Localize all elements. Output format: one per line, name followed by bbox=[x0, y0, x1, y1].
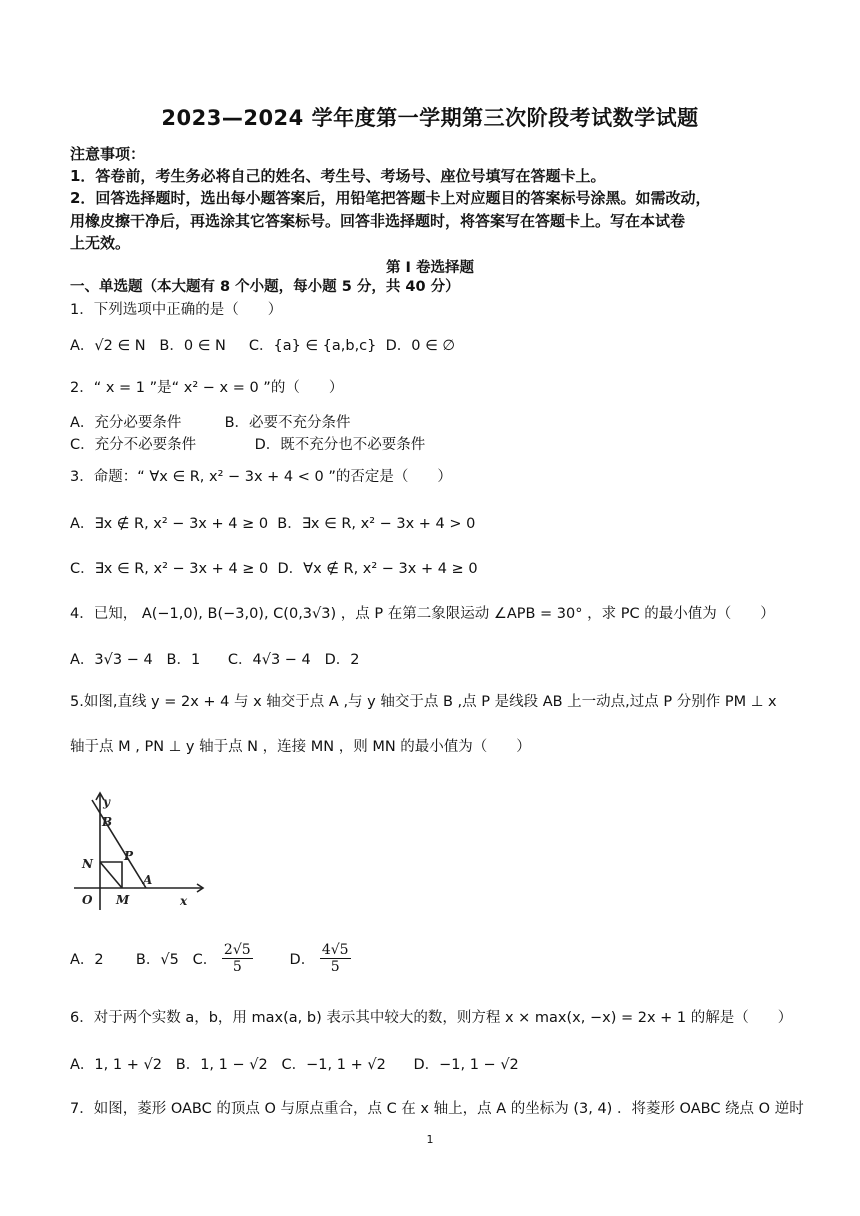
q5-stem-line2: 轴于点 M , PN ⊥ y 轴于点 N ，连接 MN ，则 MN 的最小值为（ ） bbox=[70, 739, 531, 755]
q4-option-c: C．4√3 − 4 bbox=[227, 652, 311, 668]
notice-item-1: 1．答卷前，考生务必将自己的姓名、考生号、考场号、座位号填写在答题卡上。 bbox=[70, 167, 606, 185]
part-heading: 一、单选题（本大题有 8 个小题，每小题 5 分，共 40 分） bbox=[70, 279, 460, 295]
q3-stem: 3．命题：“ ∀x ∈ R, x² − 3x + 4 < 0 ”的否定是（ ） bbox=[70, 469, 452, 485]
q5-option-b: B．√5 bbox=[135, 952, 179, 968]
q1-option-a: A．√2 ∈ N bbox=[70, 338, 146, 354]
q3-option-c: C．∃x ∈ R, x² − 3x + 4 ≥ 0 bbox=[70, 561, 269, 577]
q3-options-row1 bbox=[70, 512, 475, 533]
q5-option-d-label: D． bbox=[289, 952, 316, 968]
label-m: M bbox=[116, 893, 130, 907]
q3-option-a: A．∃x ∉ R, x² − 3x + 4 ≥ 0 bbox=[70, 516, 269, 532]
q5-option-d-denominator: 5 bbox=[330, 959, 340, 975]
label-a: A bbox=[143, 873, 153, 887]
q6-option-c: C．−1, 1 + √2 bbox=[281, 1057, 386, 1073]
q2-option-d: D．既不充分也不必要条件 bbox=[254, 437, 426, 453]
q4-options bbox=[70, 648, 360, 669]
q5-figure bbox=[72, 788, 212, 913]
q1-options bbox=[70, 334, 455, 355]
notice-item-2a: 2．回答选择题时，选出每小题答案后，用铅笔把答题卡上对应题目的答案标号涂黑。如需改动， bbox=[70, 189, 711, 207]
q6-option-a: A．1, 1 + √2 bbox=[70, 1057, 162, 1073]
q3-option-b: B．∃x ∈ R, x² − 3x + 4 > 0 bbox=[277, 516, 476, 532]
q5-options bbox=[70, 942, 351, 975]
segment-mn bbox=[100, 862, 122, 888]
q1-option-c: C．{a} ∈ {a,b,c} bbox=[248, 338, 377, 354]
q6-options bbox=[70, 1053, 519, 1074]
notice-item-2c: 上无效。 bbox=[70, 234, 131, 252]
q1-option-b: B．0 ∈ N bbox=[159, 338, 226, 354]
notice-item-2b: 用橡皮擦干净后，再选涂其它答案标号。回答非选择题时，将答案写在答题卡上。写在本试卷 bbox=[70, 212, 686, 230]
q5-option-d-fraction bbox=[320, 942, 351, 975]
notice-heading: 注意事项： bbox=[70, 145, 146, 163]
q2-options-row2 bbox=[70, 433, 425, 454]
q1-stem: 1．下列选项中正确的是（ ） bbox=[70, 302, 283, 318]
q5-stem-line1: 5.如图,直线 y = 2x + 4 与 x 轴交于点 A ,与 y 轴交于点 B ,点 P 是线段 AB 上一动点,过点 P 分别作 PM ⊥ x bbox=[70, 694, 777, 710]
exam-title: 2023—2024 学年度第一学期第三次阶段考试数学试题 bbox=[161, 106, 699, 130]
q4-option-b: B．1 bbox=[166, 652, 201, 668]
q5-option-c-fraction bbox=[222, 942, 253, 975]
q6-option-b: B．1, 1 − √2 bbox=[175, 1057, 268, 1073]
label-y: y bbox=[103, 795, 110, 809]
q2-option-a: A．充分必要条件 bbox=[70, 415, 182, 431]
q2-stem: 2．“ x = 1 ”是“ x² − x = 0 ”的（ ） bbox=[70, 380, 344, 396]
section-title: 第 I 卷选择题 bbox=[386, 260, 474, 276]
q6-option-d: D．−1, 1 − √2 bbox=[413, 1057, 519, 1073]
q2-option-c: C．充分不必要条件 bbox=[70, 437, 197, 453]
label-n: N bbox=[82, 857, 93, 871]
q5-option-d-numerator: 4√5 bbox=[321, 942, 349, 958]
q1-option-d: D．0 ∈ ∅ bbox=[385, 338, 455, 354]
q4-option-a: A．3√3 − 4 bbox=[70, 652, 153, 668]
q6-stem: 6．对于两个实数 a，b，用 max(a, b) 表示其中较大的数，则方程 x × max(x, −x) = 2x + 1 的解是（ ） bbox=[70, 1010, 793, 1026]
q2-option-b: B．必要不充分条件 bbox=[224, 415, 351, 431]
q4-stem: 4．已知， A(−1,0), B(−3,0), C(0,3√3) ，点 P 在第二象限运动 ∠APB = 30° ，求 PC 的最小值为（ ） bbox=[70, 606, 775, 622]
page-number: 1 bbox=[426, 1133, 434, 1146]
label-x: x bbox=[180, 894, 188, 908]
label-p: P bbox=[124, 849, 134, 863]
q3-options-row2 bbox=[70, 557, 478, 578]
q3-option-d: D．∀x ∉ R, x² − 3x + 4 ≥ 0 bbox=[277, 561, 478, 577]
q5-option-a: A．2 bbox=[70, 952, 104, 968]
q4-option-d: D．2 bbox=[324, 652, 360, 668]
q5-option-c-numerator: 2√5 bbox=[223, 942, 251, 958]
q5-option-c-denominator: 5 bbox=[232, 959, 242, 975]
q2-options-row1 bbox=[70, 411, 351, 432]
label-o: O bbox=[82, 893, 93, 907]
q5-option-c-label: C． bbox=[192, 952, 218, 968]
label-b: B bbox=[102, 815, 113, 829]
q7-stem: 7．如图，菱形 OABC 的顶点 O 与原点重合，点 C 在 x 轴上，点 A 的坐标为 (3, 4) ．将菱形 OABC 绕点 O 逆时 bbox=[70, 1101, 804, 1117]
